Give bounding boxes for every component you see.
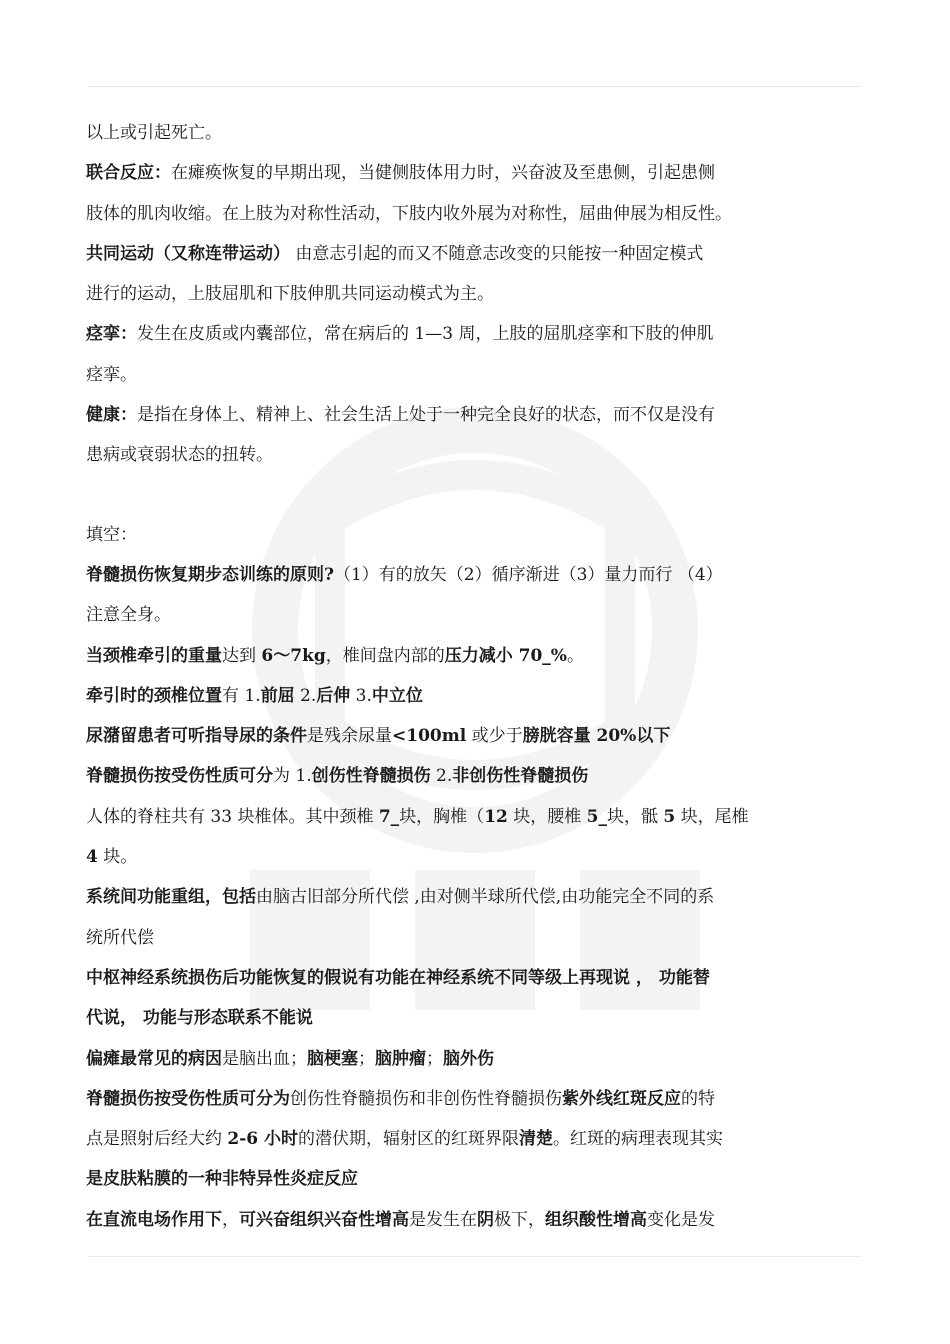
text-line <box>86 756 866 796</box>
bold-text: 5 <box>663 806 676 827</box>
bold-text: 脑梗塞 <box>307 1048 358 1069</box>
text-span: 是指在身体上、精神上、社会生活上处于一种完全良好的状态，而不仅是没有 <box>137 405 715 426</box>
text-span: 。 <box>566 645 584 666</box>
text-span: 统所代偿 <box>86 927 154 948</box>
text-span: 是发生在 <box>409 1209 477 1230</box>
bold-text: 代说， 功能与形态联系不能说 <box>86 1008 313 1029</box>
text-line <box>86 716 866 756</box>
bold-text: 脑外伤 <box>443 1048 494 1069</box>
text-span: 2. <box>294 685 317 706</box>
bold-text: 压力减小 70_% <box>444 645 567 666</box>
text-line <box>86 234 866 274</box>
text-span: 为 1. <box>273 766 312 787</box>
bold-text: 脊髓损伤按受伤性质可分 <box>86 766 273 787</box>
text-span: ， <box>222 1209 239 1230</box>
text-span: 的特 <box>681 1088 715 1109</box>
text-span: 的潜伏期，辐射区的红斑界限 <box>298 1129 520 1150</box>
text-line <box>86 877 866 917</box>
document-body <box>86 113 866 1240</box>
text-span: 2. <box>430 766 453 787</box>
bold-text: 牵引时的颈椎位置 <box>86 685 222 706</box>
text-span: 发生在皮质或内囊部位，常在病后的 1—3 周，上肢的屈肌痉挛和下肢的伸肌 <box>137 324 714 345</box>
bold-text: 中枢神经系统损伤后功能恢复的假说有功能在神经系统不同等级上再现说 ， 功能替 <box>86 967 710 988</box>
text-span: 进行的运动，上肢屈肌和下肢伸肌共同运动模式为主。 <box>86 284 494 305</box>
text-line <box>86 515 866 555</box>
bold-text: 创伤性脊髓损伤 <box>311 766 431 787</box>
footer-rule <box>88 1256 862 1257</box>
text-span: 由意志引起的而又不随意志改变的只能按一种固定模式 <box>290 243 704 264</box>
bold-text: 偏瘫最常见的病因 <box>86 1048 222 1069</box>
text-line <box>86 918 866 958</box>
text-span: 是脑出血； <box>222 1048 307 1069</box>
text-span: 注意全身。 <box>86 605 171 626</box>
text-line <box>86 113 866 153</box>
text-span: 由脑古旧部分所代偿 ,由对侧半球所代偿,由功能完全不同的系 <box>256 887 715 908</box>
bold-text: 联合反应： <box>86 163 171 184</box>
bold-text: 中立位 <box>371 685 423 706</box>
bold-text: 4 <box>86 847 98 868</box>
text-line <box>86 797 866 837</box>
text-span: 块，尾椎 <box>675 806 749 827</box>
bold-text: 脊髓损伤恢复期步态训练的原则? <box>86 564 334 585</box>
text-line <box>86 395 866 435</box>
text-line <box>86 555 866 595</box>
text-span: 点是照射后经大约 <box>86 1129 228 1150</box>
text-span: 填空： <box>86 524 137 545</box>
text-span: 在瘫痪恢复的早期出现，当健侧肢体用力时，兴奋波及至患侧，引起患侧 <box>171 163 715 184</box>
bold-text: 在直流电场作用下 <box>86 1209 222 1230</box>
bold-text: 是皮肤粘膜的一种非特异性炎症反应 <box>86 1169 358 1190</box>
text-line <box>86 595 866 635</box>
text-line <box>86 153 866 193</box>
bold-text: 可兴奋组织兴奋性增高 <box>239 1209 409 1230</box>
text-span: 是残余尿量 <box>307 726 392 747</box>
text-span: 块。 <box>97 847 138 868</box>
text-span: 极下， <box>494 1209 545 1230</box>
bold-text: 当颈椎牵引的重量 <box>86 645 222 666</box>
text-line <box>86 1200 866 1240</box>
text-span: （1）有的放矢（2）循序渐进（3）量力而行 （4） <box>333 564 723 585</box>
bold-text: 脊髓损伤按受伤性质可分为 <box>86 1088 290 1109</box>
text-span: 块，胸椎（ <box>399 806 485 827</box>
text-span: 块，腰椎 <box>507 806 587 827</box>
text-line <box>86 314 866 354</box>
text-line <box>86 194 866 234</box>
bold-text: 阴 <box>477 1209 494 1230</box>
text-line <box>86 1159 866 1199</box>
paragraph-gap <box>86 476 866 515</box>
bold-text: 共同运动（又称连带运动） <box>86 243 290 264</box>
text-span: ； <box>426 1048 443 1069</box>
text-line <box>86 636 866 676</box>
bold-text: 清楚 <box>519 1129 554 1150</box>
text-line <box>86 676 866 716</box>
text-span: 或少于 <box>466 726 523 747</box>
bold-text: 系统间功能重组，包括 <box>86 887 256 908</box>
text-span: 以上或引起死亡。 <box>86 123 222 143</box>
text-span: 。红斑的病理表现其实 <box>553 1129 724 1150</box>
text-line <box>86 998 866 1038</box>
bold-text: 紫外线红斑反应 <box>562 1088 681 1109</box>
text-span: 达到 <box>222 645 262 666</box>
text-line <box>86 958 866 998</box>
text-line <box>86 1039 866 1079</box>
bold-text: 健康： <box>86 405 137 426</box>
bold-text: 膀胱容量 20%以下 <box>522 726 671 747</box>
text-span: 人体的脊柱共有 33 块椎体。其中颈椎 <box>86 806 379 827</box>
header-rule <box>88 86 862 87</box>
bold-text: 2-6 小时 <box>227 1129 299 1150</box>
bold-text: 脑肿瘤 <box>375 1048 426 1069</box>
text-span: 肢体的肌肉收缩。在上肢为对称性活动，下肢内收外展为对称性，屈曲伸展为相反性。 <box>86 203 732 224</box>
bold-text: 12 <box>484 806 508 827</box>
bold-text: 尿潴留患者可听指导尿的条件 <box>86 726 307 747</box>
text-line <box>86 1119 866 1159</box>
text-line <box>86 837 866 877</box>
bold-text: 组织酸性增高 <box>545 1209 647 1230</box>
bold-text: 5_ <box>586 806 608 827</box>
text-span: ，椎间盘内部的 <box>325 645 445 666</box>
text-span: 变化是发 <box>647 1209 715 1230</box>
text-span: 痉挛。 <box>86 364 137 385</box>
text-line <box>86 1079 866 1119</box>
bold-text: <100ml <box>392 726 467 747</box>
bold-text: 非创伤性脊髓损伤 <box>452 766 589 787</box>
bold-text: 前屈 <box>260 685 295 706</box>
text-line <box>86 355 866 395</box>
text-span: 创伤性脊髓损伤和非创伤性脊髓损伤 <box>290 1088 562 1109</box>
text-span: 有 1. <box>222 685 261 706</box>
bold-text: 后伸 <box>316 685 351 706</box>
text-line <box>86 274 866 314</box>
bold-text: 痉挛： <box>86 324 137 345</box>
text-line <box>86 435 866 475</box>
text-span: 患病或衰弱状态的扭转。 <box>86 445 273 466</box>
bold-text: 6～7kg <box>261 645 326 666</box>
text-span: 3. <box>350 685 372 706</box>
text-span: ； <box>358 1048 375 1069</box>
text-span: 块，骶 <box>607 806 664 827</box>
bold-text: 7_ <box>378 806 400 827</box>
